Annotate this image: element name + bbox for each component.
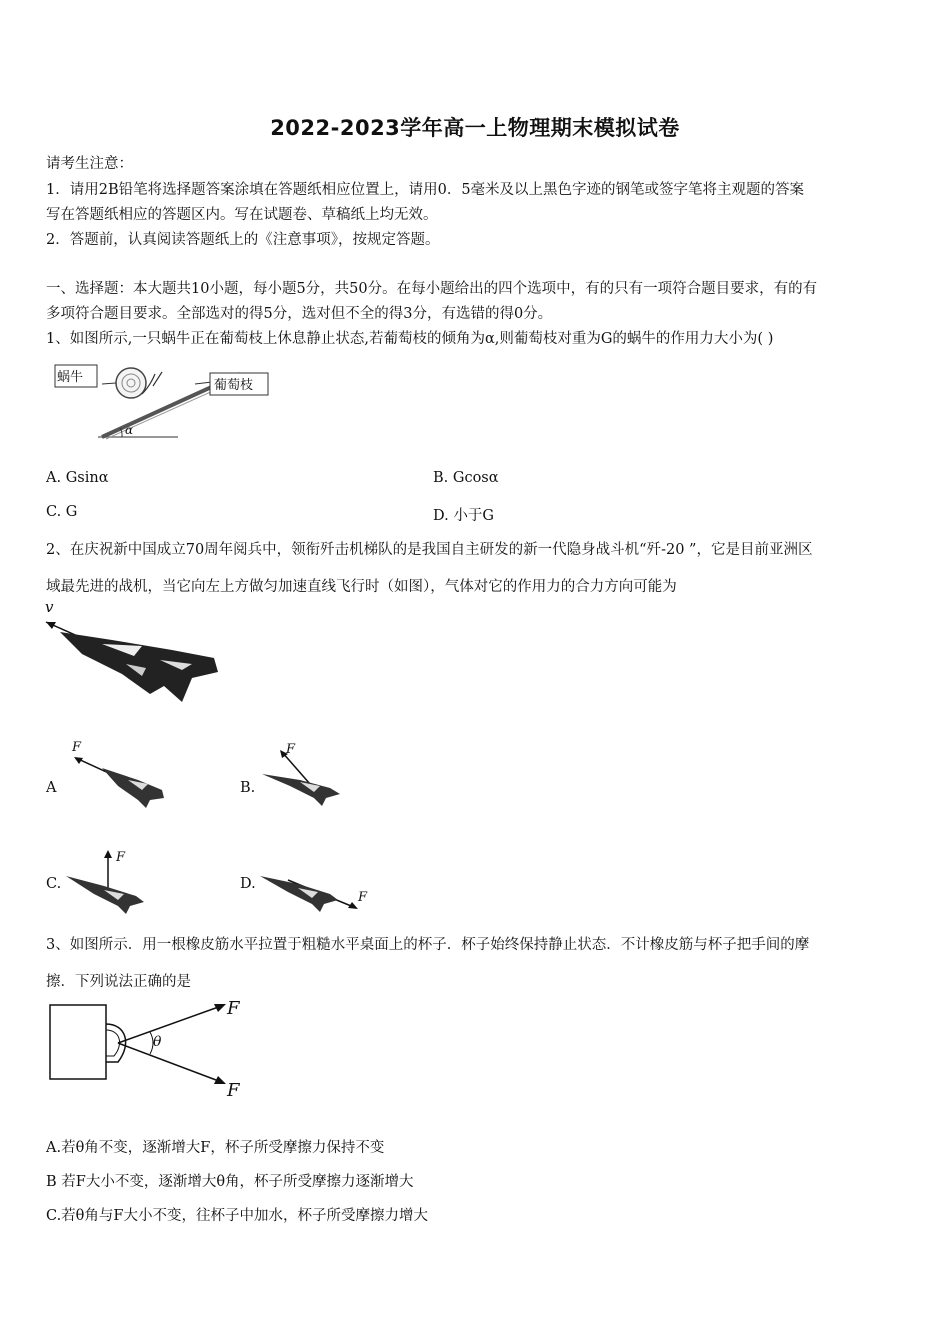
q2-option-a: A bbox=[46, 780, 57, 796]
question-1-snail-figure bbox=[50, 360, 280, 442]
question-2-stem-line-1: 2、在庆祝新中国成立70周年阅兵中，领衔歼击机梯队的是我国自主研发的新一代隐身战斗机“歼-20 ”，它是目前亚洲区 bbox=[46, 542, 813, 558]
force-label-lower: F bbox=[227, 1080, 240, 1101]
q2-option-a-figure bbox=[68, 740, 168, 810]
q1-option-c: C. G bbox=[46, 504, 78, 520]
q1-option-b: B. Gcosα bbox=[433, 470, 499, 486]
notice-item-1-line-1: 1．请用2B铅笔将选择题答案涂填在答题纸相应位置上，请用0．5毫米及以上黑色字迹的钢笔或签字笔将主观题的答案 bbox=[46, 182, 805, 198]
q2-option-c-figure bbox=[64, 848, 164, 918]
cup-force-figure bbox=[46, 1000, 256, 1104]
fighter-jet-figure bbox=[42, 616, 227, 711]
angle-label: α bbox=[125, 423, 134, 437]
question-1-stem: 1、如图所示,一只蜗牛正在葡萄枝上休息静止状态,若葡萄枝的倾角为α,则葡萄枝对重为G的蜗牛的作用力大小为( ) bbox=[46, 331, 774, 347]
question-3-stem-line-2: 擦．下列说法正确的是 bbox=[46, 974, 191, 990]
velocity-label: v bbox=[45, 598, 54, 616]
theta-label: θ bbox=[153, 1034, 162, 1050]
q1-option-d: D. 小于G bbox=[433, 508, 494, 524]
snail-label: 蜗牛 bbox=[57, 370, 84, 385]
q3-option-a: A.若θ角不变，逐渐增大F，杯子所受摩擦力保持不变 bbox=[46, 1140, 385, 1156]
q2-option-d-figure bbox=[258, 860, 368, 920]
q2-c-force-label: F bbox=[116, 850, 126, 865]
q2-a-force-label: F bbox=[72, 740, 82, 755]
question-3-stem-line-1: 3、如图所示．用一根橡皮筋水平拉置于粗糙水平桌面上的杯子．杯子始终保持静止状态．不计橡皮筋与杯子把手间的摩 bbox=[46, 937, 810, 953]
q2-option-c: C. bbox=[46, 876, 62, 892]
page-title: 2022-2023学年高一上物理期末模拟试卷 bbox=[270, 116, 680, 140]
q3-option-c: C.若θ角与F大小不变，往杯子中加水，杯子所受摩擦力增大 bbox=[46, 1208, 428, 1224]
notice-item-1-line-2: 写在答题纸相应的答题区内。写在试题卷、草稿纸上均无效。 bbox=[46, 207, 438, 223]
force-label-upper: F bbox=[227, 998, 240, 1019]
q2-d-force-label: F bbox=[358, 890, 368, 905]
q2-b-force-label: F bbox=[286, 742, 296, 757]
section-1-intro-line-1: 一、选择题：本大题共10小题，每小题5分，共50分。在每小题给出的四个选项中，有的只有一项符合题目要求，有的有 bbox=[46, 281, 818, 297]
question-2-stem-line-2: 域最先进的战机，当它向左上方做匀加速直线飞行时（如图），气体对它的作用力的合力方向可能为 bbox=[46, 579, 677, 595]
notice-heading: 请考生注意： bbox=[46, 156, 133, 172]
q3-option-b: B 若F大小不变，逐渐增大θ角，杯子所受摩擦力逐渐增大 bbox=[46, 1174, 414, 1190]
q2-option-d: D. bbox=[240, 876, 256, 892]
notice-item-2: 2．答题前，认真阅读答题纸上的《注意事项》，按规定答题。 bbox=[46, 232, 440, 248]
branch-label: 葡萄枝 bbox=[214, 378, 254, 393]
section-1-intro-line-2: 多项符合题目要求。全部选对的得5分，选对但不全的得3分，有选错的得0分。 bbox=[46, 306, 553, 322]
q2-option-b: B. bbox=[240, 780, 256, 796]
q1-option-a: A. Gsinα bbox=[46, 470, 109, 486]
q2-option-b-figure bbox=[260, 740, 360, 810]
